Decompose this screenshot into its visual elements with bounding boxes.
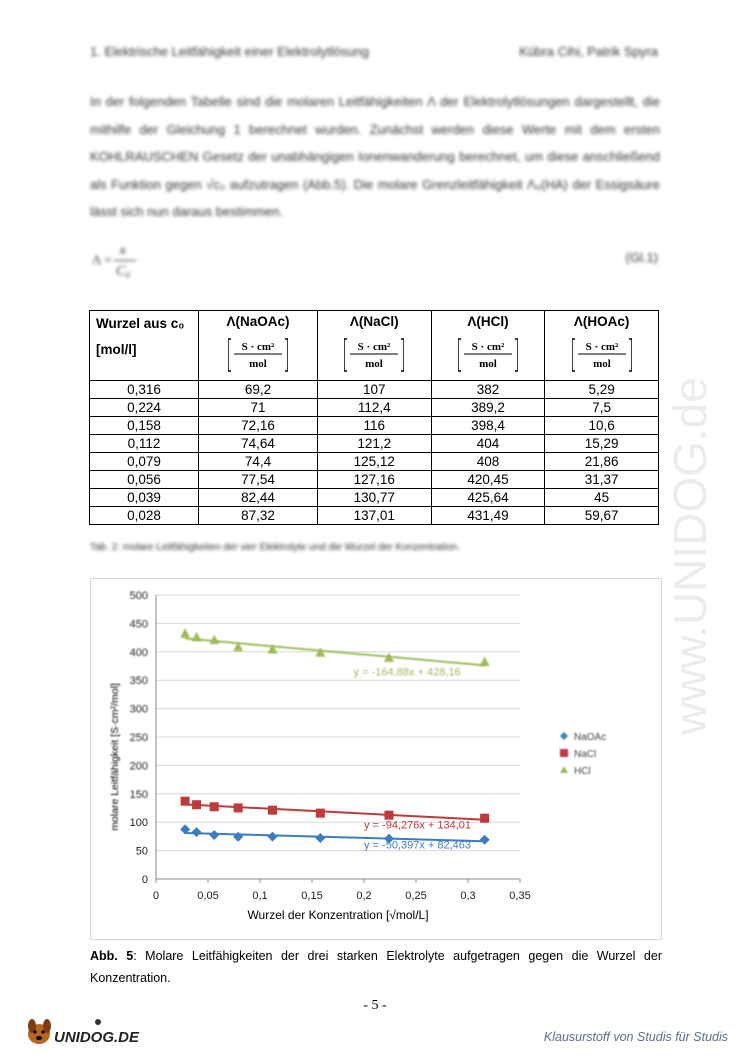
header-label: Wurzel aus c₀ <box>96 316 185 331</box>
y-tick-label: 50 <box>135 845 148 858</box>
unit-fraction <box>344 337 404 373</box>
data-point <box>192 632 202 642</box>
trendline-equation: y = -164,88x + 428,16 <box>353 666 461 679</box>
footer-slogan: Klausurstoff von Studis für Studis <box>543 1030 728 1044</box>
y-tick-label: 100 <box>129 817 148 830</box>
y-tick-label: 250 <box>129 732 148 744</box>
trendline-equation: y = -94,276x + 134,01 <box>364 819 472 832</box>
table-cell: 408 <box>431 453 545 471</box>
table-header-row <box>90 311 659 381</box>
intro-paragraph: In der folgenden Tabelle sind die molaren Leitfähigkeiten Λ der Elektrolytlösungen dargestellt, die mithilfe der Gleichung 1 berechnet wurden. Zunächst werden diese Werte mit dem ersten KOHLRAUSCHEN Gesetz der unabhängigen Ionenwanderung berechnet, um diese anschließend als Funktion gegen √c₀ aufzutragen (Abb.5). Die molare Grenzleitfähigkeit Λ₀(HA) der Essigsäure lässt sich nun daraus bestimmen. <box>90 94 660 219</box>
conductivity-table <box>89 310 659 525</box>
watermark-text: www.UNIDOG.de <box>664 377 716 735</box>
table-cell: 121,2 <box>317 435 431 453</box>
legend-marker <box>560 766 568 773</box>
table-row <box>90 507 659 525</box>
y-tick-label: 150 <box>129 788 148 801</box>
table-row <box>90 399 659 417</box>
legend-label: NaOAc <box>574 732 607 743</box>
table-cell: 5,29 <box>545 381 659 399</box>
x-tick-label: 0,1 <box>252 890 268 902</box>
table-cell: 21,86 <box>545 453 659 471</box>
unidog-logo <box>22 1014 162 1048</box>
legend-label: HCl <box>574 766 591 777</box>
table-cell: 112,4 <box>317 399 431 417</box>
unit-numerator: S · cm² <box>357 341 391 353</box>
table-cell: 72,16 <box>199 417 318 435</box>
x-tick-label: 0 <box>152 890 160 902</box>
table-cell: 425,64 <box>431 489 545 507</box>
header-label: Λ(NaOAc) <box>226 314 290 329</box>
data-point <box>233 832 243 842</box>
table-cell: 420,45 <box>431 471 545 489</box>
trendline-equation: y = -50,397x + 82,463 <box>364 839 472 852</box>
table-cell: 74,64 <box>199 435 318 453</box>
y-tick-label: 400 <box>129 646 148 659</box>
table-row <box>90 453 659 471</box>
header-left: 1. Elektrische Leitfähigkeit einer Elektrolytlösung <box>90 44 369 59</box>
formula-lhs: Λ = <box>92 252 112 267</box>
figure-caption-text: : Molare Leitfähigkeiten der drei starken Elektrolyte aufgetragen gegen die Wurzel der Konzentration. <box>90 949 662 985</box>
data-point <box>209 830 219 840</box>
formula-fraction-bar <box>114 260 136 261</box>
dog-icon <box>28 1019 51 1044</box>
data-point <box>267 832 277 842</box>
table-cell: 382 <box>431 381 545 399</box>
data-point <box>268 806 277 815</box>
table-cell: 130,77 <box>317 489 431 507</box>
data-point <box>209 635 219 645</box>
table-cell: 0,056 <box>90 471 199 489</box>
data-point <box>192 800 201 809</box>
x-tick-label: 0,2 <box>356 890 372 902</box>
table-cell: 125,12 <box>317 453 431 471</box>
data-point <box>210 802 219 811</box>
table-cell: 31,37 <box>545 471 659 489</box>
paw-icon <box>95 1019 101 1025</box>
formula-denominator: C₀ <box>116 264 131 279</box>
data-point <box>234 803 243 812</box>
y-tick-label: 500 <box>129 590 148 602</box>
x-tick-label: 0,15 <box>301 890 323 902</box>
table-cell: 0,158 <box>90 417 199 435</box>
figure-caption-label: Abb. 5 <box>90 949 134 963</box>
formula-numerator: κ <box>120 242 127 257</box>
unit-denominator: mol <box>365 358 384 370</box>
unit-numerator: S · cm² <box>241 341 275 353</box>
formula <box>92 242 660 282</box>
table-cell: 398,4 <box>431 417 545 435</box>
table-cell: 0,079 <box>90 453 199 471</box>
y-tick-label: 0 <box>141 874 148 886</box>
table-header-sqrt-c0 <box>90 311 199 381</box>
unit-fraction <box>572 337 632 373</box>
table-row <box>90 417 659 435</box>
data-point <box>384 811 393 820</box>
x-axis-label: Wurzel der Konzentration [√mol/L] <box>247 908 429 922</box>
data-point <box>181 797 190 806</box>
unit-fraction <box>458 337 518 373</box>
data-point <box>315 833 325 843</box>
conductivity-chart <box>90 578 660 938</box>
figure-caption <box>90 945 662 989</box>
table-cell: 82,44 <box>199 489 318 507</box>
data-point <box>316 809 325 818</box>
y-tick-label: 200 <box>129 760 148 773</box>
table-cell: 71 <box>199 399 318 417</box>
table-row <box>90 435 659 453</box>
unit-fraction <box>228 337 288 373</box>
table-cell: 404 <box>431 435 545 453</box>
data-point <box>480 835 490 845</box>
table-row <box>90 489 659 507</box>
table-cell: 10,6 <box>545 417 659 435</box>
table-row <box>90 471 659 489</box>
table-cell: 15,29 <box>545 435 659 453</box>
table-cell: 431,49 <box>431 507 545 525</box>
x-tick-label: 0,05 <box>197 890 219 902</box>
table-cell: 59,67 <box>545 507 659 525</box>
table-cell: 116 <box>317 417 431 435</box>
table-cell: 0,039 <box>90 489 199 507</box>
table-header-naoac <box>199 311 318 381</box>
table-header-hcl <box>431 311 545 381</box>
legend-marker <box>560 749 568 757</box>
page-number: - 5 - <box>363 998 387 1013</box>
header-label: Λ(HOAc) <box>573 314 630 329</box>
y-tick-label: 350 <box>129 675 148 688</box>
x-tick-label: 0,25 <box>405 890 427 902</box>
table-cell: 7,5 <box>545 399 659 417</box>
table-cell: 0,316 <box>90 381 199 399</box>
formula-label: (Gl.1) <box>625 250 658 265</box>
table-cell: 0,112 <box>90 435 199 453</box>
data-point <box>480 657 490 667</box>
x-tick-label: 0,35 <box>509 890 531 902</box>
header-unit: [mol/l] <box>96 342 137 357</box>
header-label: Λ(HCl) <box>467 314 509 329</box>
logo-text: UNIDOG.DE <box>54 1029 140 1046</box>
table-cell: 127,16 <box>317 471 431 489</box>
table-cell: 77,54 <box>199 471 318 489</box>
unit-numerator: S · cm² <box>585 341 618 353</box>
table-cell: 107 <box>317 381 431 399</box>
table-cell: 74,4 <box>199 453 318 471</box>
unit-denominator: mol <box>592 358 611 370</box>
unit-denominator: mol <box>249 358 267 370</box>
table-cell: 69,2 <box>199 381 318 399</box>
x-tick-label: 0,3 <box>460 890 476 902</box>
table-cell: 0,028 <box>90 507 199 525</box>
legend-marker <box>560 732 568 740</box>
table-caption: Tab. 2: molare Leitfähigkeiten der vier Elektrolyte und die Wurzel der Konzentration. <box>90 542 461 553</box>
table-cell: 137,01 <box>317 507 431 525</box>
table-cell: 45 <box>545 489 659 507</box>
header-label: Λ(NaCl) <box>349 314 399 329</box>
unit-denominator: mol <box>479 358 497 370</box>
table-header-hoac <box>545 311 659 381</box>
legend-label: NaCl <box>574 749 597 760</box>
data-point <box>480 814 489 823</box>
table-header-nacl <box>317 311 431 381</box>
data-point <box>180 628 190 638</box>
table-cell: 0,224 <box>90 399 199 417</box>
y-tick-label: 450 <box>129 618 148 631</box>
y-tick-label: 300 <box>129 703 148 716</box>
trendline-nacl <box>185 804 485 819</box>
table-cell: 87,32 <box>199 507 318 525</box>
y-axis-label: molare Leitfähigkeit [S·cm²/mol] <box>109 683 121 831</box>
header-right: Kübra Cihi, Patrik Spyra <box>519 44 658 59</box>
data-point <box>192 827 202 837</box>
table-cell: 389,2 <box>431 399 545 417</box>
unit-numerator: S · cm² <box>471 341 505 353</box>
table-row <box>90 381 659 399</box>
